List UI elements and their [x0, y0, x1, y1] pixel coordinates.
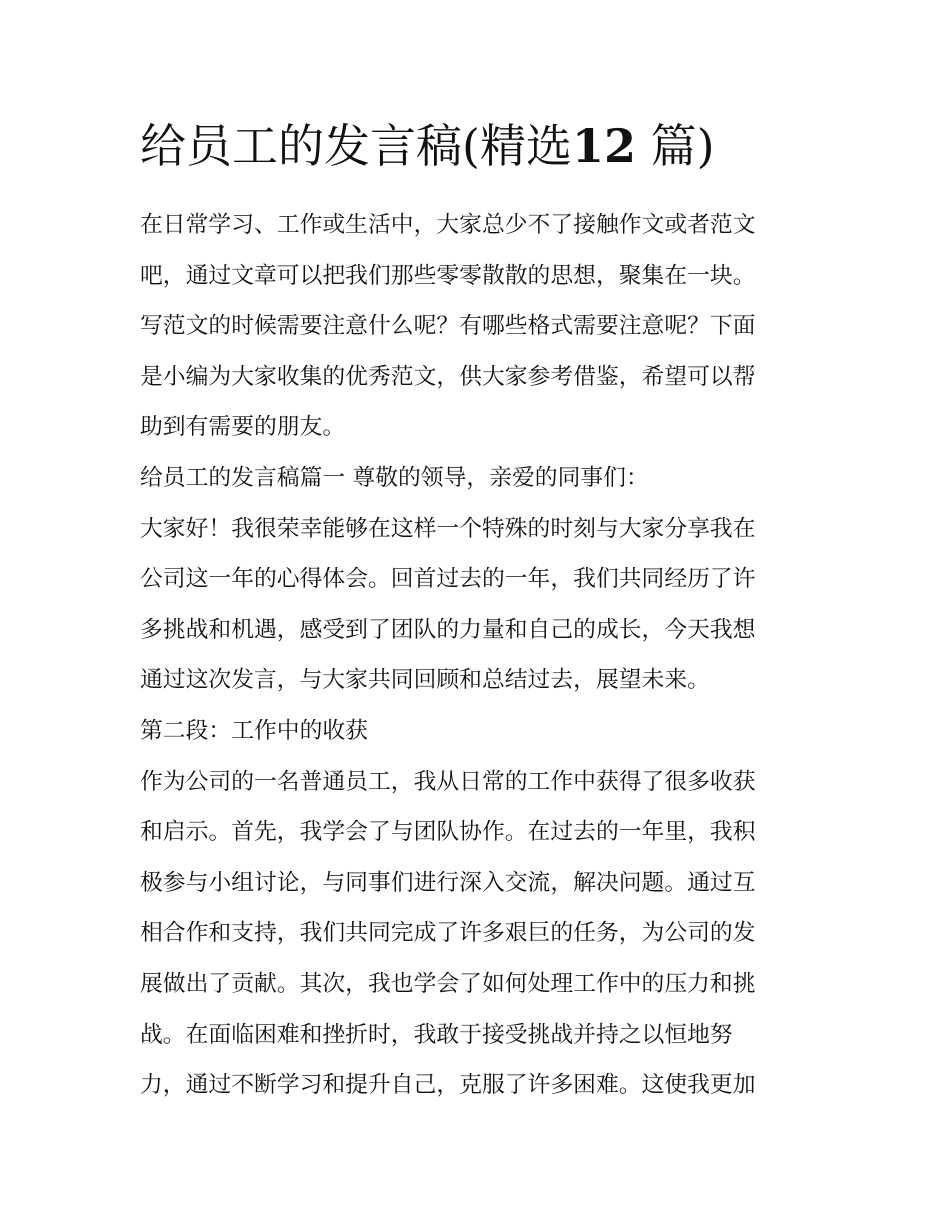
text-line: 力，通过不断学习和提升自己，克服了许多困难。这使我更加: [140, 1072, 756, 1099]
text-line: 多挑战和机遇，感受到了团队的力量和自己的成长，今天我想: [140, 616, 756, 643]
section-heading: 给员工的发言稿篇一 尊敬的领导，亲爱的同事们：: [140, 464, 649, 491]
document-body: [140, 200, 812, 1111]
title-text: 给员工的发言稿(精选: [140, 119, 572, 173]
section-heading: 第二段：工作中的收获: [140, 717, 368, 744]
text-line: 公司这一年的心得体会。回首过去的一年，我们共同经历了许: [140, 566, 756, 593]
text-line: 是小编为大家收集的优秀范文，供大家参考借鉴，希望可以帮: [140, 363, 756, 390]
title-number: 12: [571, 119, 636, 173]
text-line: 通过这次发言，与大家共同回顾和总结过去，展望未来。: [140, 667, 710, 694]
text-line: 在日常学习、工作或生活中，大家总少不了接触作文或者范文: [140, 212, 756, 238]
text-line: 作为公司的一名普通员工，我从日常的工作中获得了很多收获: [140, 768, 756, 795]
text-line: 大家好！我很荣幸能够在这样一个特殊的时刻与大家分享我在: [140, 515, 756, 542]
text-line: 和启示。首先，我学会了与团队协作。在过去的一年里，我积: [140, 819, 756, 846]
text-line: 极参与小组讨论，与同事们进行深入交流，解决问题。通过互: [140, 869, 756, 896]
text-line: 展做出了贡献。其次，我也学会了如何处理工作中的压力和挑: [140, 970, 756, 997]
text-line: 吧，通过文章可以把我们那些零零散散的思想，聚集在一块。: [140, 262, 756, 289]
text-line: 写范文的时候需要注意什么呢？有哪些格式需要注意呢？下面: [140, 313, 756, 340]
text-line: 相合作和支持，我们共同完成了许多艰巨的任务，为公司的发: [140, 920, 756, 947]
text-line: 助到有需要的朋友。: [140, 414, 346, 441]
title-space: [636, 119, 651, 173]
title-suffix: 篇): [650, 119, 715, 173]
page-title: [140, 114, 715, 178]
text-line: 战。在面临困难和挫折时，我敢于接受挑战并持之以恒地努: [140, 1021, 733, 1048]
